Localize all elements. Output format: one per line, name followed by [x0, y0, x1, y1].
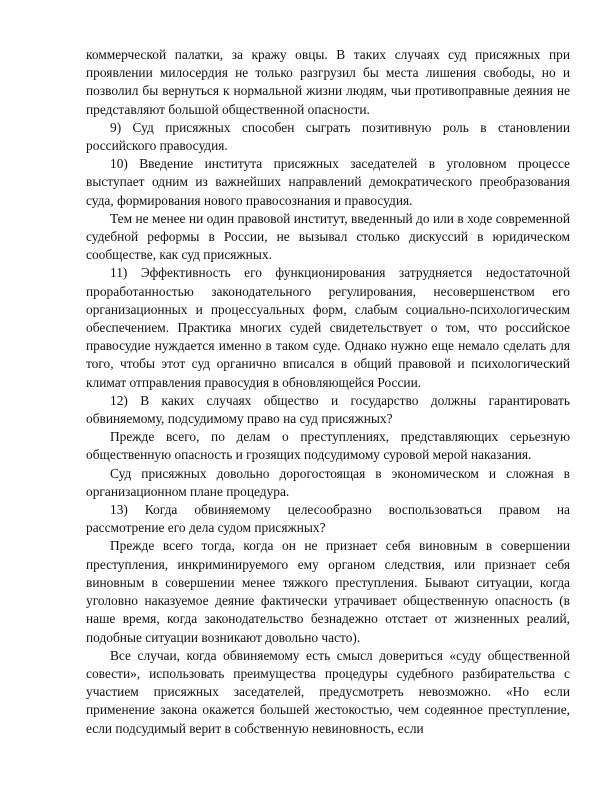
paragraph: 10) Введение института присяжных заседателей в уголовном процессе выступает одним из важнейших направлений демократического преобразования суда, формирования нового правосознания и правосудия.	[86, 156, 570, 208]
paragraph: 12) В каких случаях общество и государство должны гарантировать обвиняемому, подсудимому право на суд присяжных?	[86, 392, 570, 427]
paragraph: 9) Суд присяжных способен сыграть позитивную роль в становлении российского правосудия.	[86, 119, 570, 154]
paragraph: коммерческой палатки, за кражу овцы. В таких случаях суд присяжных при проявлении милосердия не только разгрузил бы места лишения свободы, но и позволил бы вернуться к нормальной жизни людям, чьи противоправные деяния не представляют большой общественной опасности.	[86, 47, 570, 117]
paragraph: 11) Эффективность его функционирования затрудняется недостаточной проработанностью законодательного регулирования, несовершенством его организационных и процессуальных форм, слабым социально-психологическим обеспечением. Практика многих судей свидетельствует о том, что российское правосудие нуждается именно в таком суде. Однако нужно еще немало сделать для того, чтобы этот суд органично вписался в общий правовой и психологический климат отправления правосудия в обновляющейся России.	[86, 265, 570, 390]
paragraph: Тем не менее ни один правовой институт, введенный до или в ходе современной судебной реформы в России, не вызывал столько дискуссий в юридическом сообществе, как суд присяжных.	[86, 210, 570, 263]
paragraph: Прежде всего, по делам о преступлениях, представляющих серьезную общественную опасность и грозящих подсудимому суровой мерой наказания.	[86, 429, 570, 463]
paragraph: Прежде всего тогда, когда он не признает себя виновным в совершении преступления, инкриминируемого ему органом следствия, или признает себя виновным в совершении менее тяжкого преступления. Бывают ситуации, когда уголовно наказуемое деяние фактически утрачивает общественную опасность (в наше время, когда законодательство безнадежно отстает от жизненных реалий, подобные ситуации возникают довольно часто).	[86, 538, 570, 645]
paragraph: 13) Когда обвиняемому целесообразно воспользоваться правом на рассмотрение его дела судом присяжных?	[86, 502, 570, 536]
paragraph: Все случаи, когда обвиняемому есть смысл довериться «суду общественной совести», использовать преимущества процедуры судебного разбирательства с участием присяжных заседателей, предусмотреть невозможно. «Но если применение закона окажется большей жестокостью, чем содеянное преступление, если подсудимый верит в собственную невиновность, если	[86, 647, 570, 736]
paragraph: Суд присяжных довольно дорогостоящая в экономическом и сложная в организационном плане процедура.	[86, 465, 570, 499]
